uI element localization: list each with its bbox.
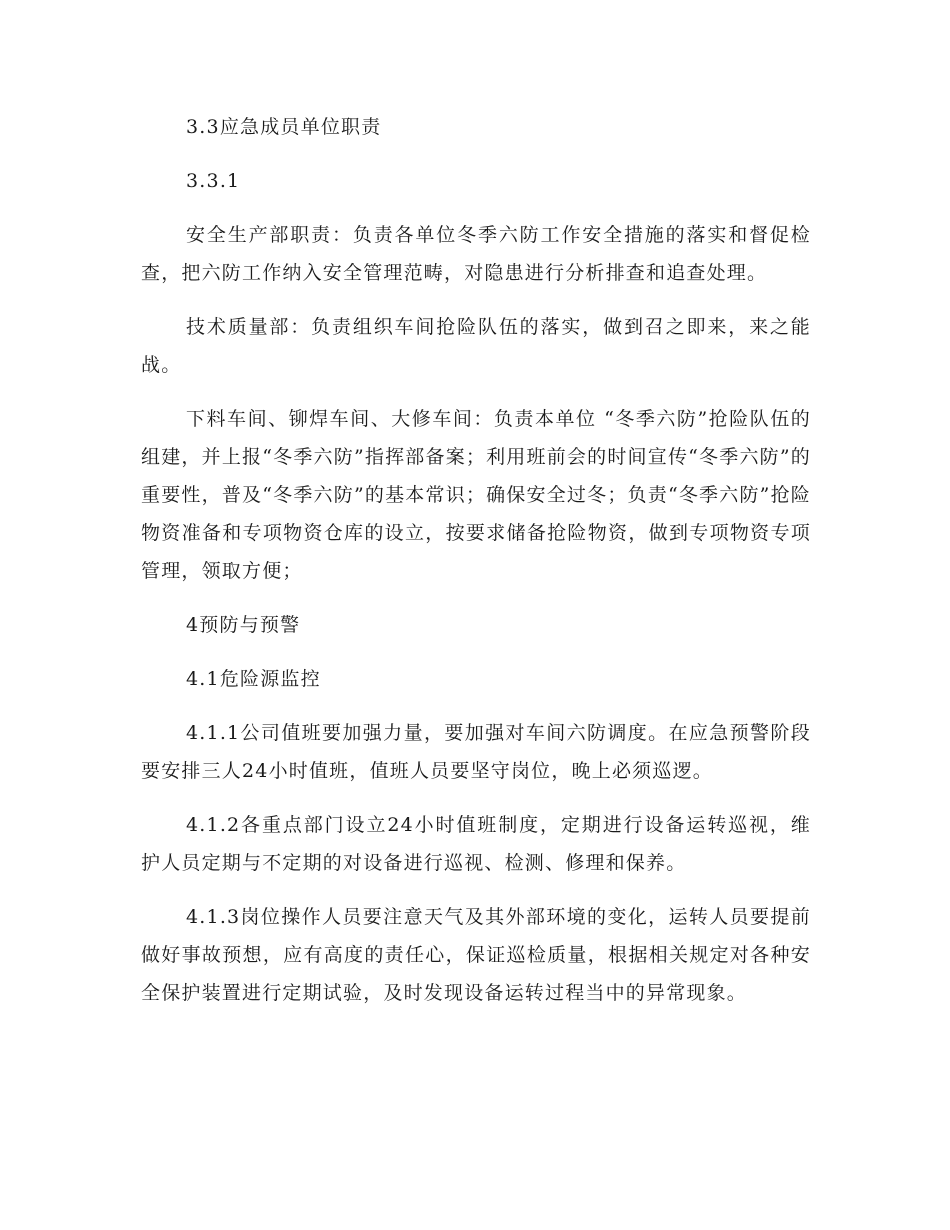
paragraph-safety-dept: 安全生产部职责：负责各单位冬季六防工作安全措施的落实和督促检查，把六防工作纳入安全管理范畴，对隐患进行分析排查和追查处理。: [141, 224, 811, 284]
paragraph-4-1-3: 4.1.3岗位操作人员要注意天气及其外部环境的变化，运转人员要提前做好事故预想，应有高度的责任心，保证巡检质量，根据相关规定对各种安全保护装置进行定期试验，及时发现设备运转过程当中的异常现象。: [141, 906, 811, 1004]
section-heading-4-1: 4.1危险源监控: [186, 668, 321, 690]
section-heading-4: 4预防与预警: [186, 614, 301, 636]
paragraph-4-1-2: 4.1.2各重点部门设立24小时值班制度，定期进行设备运转巡视，维护人员定期与不定期的对设备进行巡视、检测、修理和保养。: [141, 814, 811, 874]
paragraph-tech-quality-dept: 技术质量部：负责组织车间抢险队伍的落实，做到召之即来，来之能战。: [141, 316, 811, 376]
paragraph-workshops: 下料车间、铆焊车间、大修车间：负责本单位 “冬季六防”抢险队伍的组建，并上报“冬季六防”指挥部备案；利用班前会的时间宣传“冬季六防”的重要性，普及“冬季六防”的基本常识；确保安全过冬；负责“冬季六防”抢险物资准备和专项物资仓库的设立，按要求储备抢险物资，做到专项物资专项管理，领取方便；: [141, 408, 811, 582]
section-heading-3-3: 3.3应急成员单位职责: [186, 116, 382, 138]
section-heading-3-3-1: 3.3.1: [186, 170, 241, 192]
document-body: [141, 108, 811, 1028]
paragraph-4-1-1: 4.1.1公司值班要加强力量，要加强对车间六防调度。在应急预警阶段要安排三人24小时值班，值班人员要坚守岗位，晚上必须巡逻。: [141, 722, 811, 782]
